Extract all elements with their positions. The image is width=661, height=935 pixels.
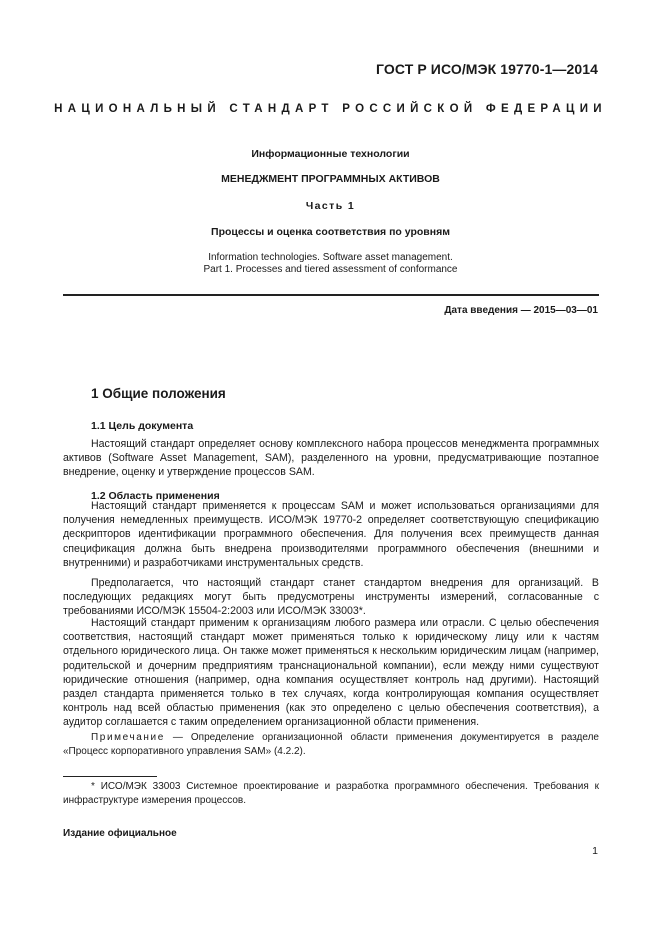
note-label: Примечание bbox=[91, 732, 165, 743]
info-tech-heading: Информационные технологии bbox=[251, 148, 410, 160]
section-1-heading: 1 Общие положения bbox=[91, 386, 226, 401]
note-text: — Определение организационной области применения документируется в разделе «Процесс корпоративного управления SAM» (4.2.2). bbox=[63, 732, 599, 757]
document-subtitle: Процессы и оценка соответствия по уровням bbox=[211, 226, 450, 238]
footnote: * ИСО/МЭК 33003 Системное проектирование и разработка программного обеспечения. Требования к инфраструктуре измерения процессов. bbox=[63, 781, 599, 806]
title-divider bbox=[63, 294, 599, 296]
section-1-1-heading: 1.1 Цель документа bbox=[91, 420, 194, 432]
section-1-2-heading: 1.2 Область применения bbox=[91, 490, 220, 502]
section-1-1-paragraph: Настоящий стандарт определяет основу комплексного набора процессов менеджмента программных активов (Software Asset Management, SAM), разделенного на уровни, предусматривающие поэтапное внедрение, оценку и утверждение процессов SAM. bbox=[63, 438, 599, 479]
edition-label: Издание официальное bbox=[63, 828, 177, 839]
national-standard-banner: НАЦИОНАЛЬНЫЙ СТАНДАРТ РОССИЙСКОЙ ФЕДЕРАЦИИ bbox=[54, 103, 607, 115]
page-number: 1 bbox=[592, 845, 598, 857]
note-paragraph bbox=[63, 731, 599, 758]
footnote-divider bbox=[63, 776, 157, 777]
standard-code: ГОСТ Р ИСО/МЭК 19770-1—2014 bbox=[376, 61, 598, 77]
part-label: Часть 1 bbox=[305, 200, 356, 212]
english-title-line-1: Information technologies. Software asset management. bbox=[208, 252, 453, 263]
english-title-line-2: Part 1. Processes and tiered assessment of conformance bbox=[203, 264, 458, 275]
introduction-date: Дата введения — 2015—03—01 bbox=[444, 305, 598, 316]
section-1-2-paragraph-3: Настоящий стандарт применим к организациям любого размера или отрасли. С целью обеспечения соответствия, настоящий стандарт может применяться только к юридическому лицу или к частям отдельного юридического лица. Он также может применяться к нескольким юридическим лицам (например, родительской и дочерним предприятиям транснациональной компании), если между ними существуют юридические отношения (например, одна компания осуществляет контроль над другими). Настоящий раздел стандарта применяется только в тех случаях, когда контролирующая компания осуществляет контроль над всей областью применения (как это определено с целью обеспечения соответствия), а аудитор соглашается с таким определением организационной области применения. bbox=[63, 617, 599, 729]
section-1-2-paragraph-2: Предполагается, что настоящий стандарт станет стандартом внедрения для организаций. В последующих редакциях могут быть предусмотрены инструменты измерений, согласованные с требованиями ИСО/МЭК 15504-2:2003 или ИСО/МЭК 33003*. bbox=[63, 577, 599, 618]
section-1-2-paragraph-1: Настоящий стандарт применяется к процессам SAM и может использоваться организациями для получения немедленных преимуществ. ИСО/МЭК 19770-2 определяет соответствующую спецификацию дескрипторов идентификации программного обеспечения. Для получения всех преимуществ данная спецификация должна быть внедрена производителями программного обеспечения (внешними и внутренними) и разработчиками инструментальных средств. bbox=[63, 500, 599, 569]
document-title: МЕНЕДЖМЕНТ ПРОГРАММНЫХ АКТИВОВ bbox=[221, 173, 440, 185]
